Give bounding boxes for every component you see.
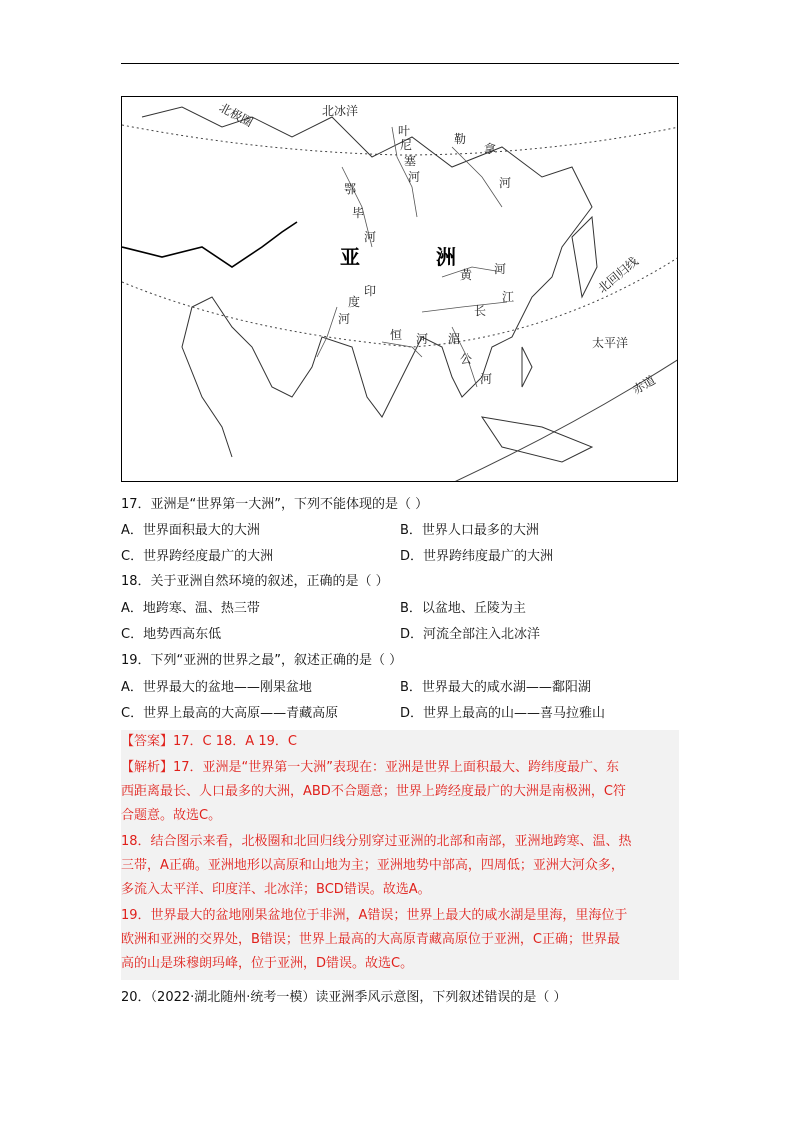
analysis-line-7: 19．世界最大的盆地刚果盆地位于非洲，A错误；世界上最大的咸水湖是里海，里海位于 bbox=[121, 908, 628, 923]
q18-option-c: C．地势西高东低 bbox=[121, 627, 222, 642]
analysis-line-9: 高的山是珠穆朗玛峰，位于亚洲，D错误。故选C。 bbox=[121, 956, 414, 971]
q18-option-a: A．地跨寒、温、热三带 bbox=[121, 601, 260, 616]
yenisei-label-3: 塞 bbox=[404, 154, 417, 168]
map-drawing bbox=[122, 97, 678, 482]
asia-map bbox=[121, 96, 678, 482]
q17-option-c: C．世界跨经度最广的大洲 bbox=[121, 549, 274, 564]
pacific-label: 太平洋 bbox=[592, 336, 629, 350]
europe-asia-boundary bbox=[122, 222, 297, 267]
indus-label-3: 河 bbox=[338, 312, 351, 326]
q18-option-d: D．河流全部注入北冰洋 bbox=[400, 627, 541, 642]
analysis-line-4: 18．结合图示来看，北极圈和北回归线分别穿过亚洲的北部和南部，亚洲地跨寒、温、热 bbox=[121, 834, 632, 849]
q18-option-b: B．以盆地、丘陵为主 bbox=[400, 601, 526, 616]
q19-option-a: A．世界最大的盆地——刚果盆地 bbox=[121, 680, 312, 695]
yenisei-label-4: 河 bbox=[408, 170, 421, 184]
arctic-circle-label: 北极圈 bbox=[216, 100, 256, 130]
lena-river bbox=[452, 147, 502, 207]
ob-label-2: 毕 bbox=[352, 206, 365, 220]
yellow-river-label-1: 黄 bbox=[460, 268, 473, 282]
q19-option-b: B．世界最大的咸水湖——鄱阳湖 bbox=[400, 680, 591, 695]
lena-label-2: 拿 bbox=[484, 142, 497, 156]
indus-label-1: 印 bbox=[364, 284, 377, 298]
yangtze-river bbox=[422, 302, 507, 312]
analysis-line-6: 多流入太平洋、印度洋、北冰洋；BCD错误。故选A。 bbox=[121, 882, 431, 897]
tropic-label: 北回归线 bbox=[595, 254, 641, 296]
indus-label-2: 度 bbox=[348, 295, 361, 309]
indus-river bbox=[317, 307, 337, 357]
coastline bbox=[142, 104, 592, 457]
ganges-label-2: 河 bbox=[416, 332, 429, 346]
indonesia-islands bbox=[482, 417, 592, 462]
q19-option-c: C．世界上最高的大高原——青藏高原 bbox=[121, 706, 339, 721]
analysis-line-8: 欧洲和亚洲的交界处，B错误；世界上最高的大高原青藏高原位于亚洲，C正确；世界最 bbox=[121, 932, 620, 947]
asia-label-2: 洲 bbox=[436, 245, 456, 269]
mekong-label-2: 公 bbox=[460, 352, 473, 366]
analysis-line-3: 合题意。故选C。 bbox=[121, 808, 222, 823]
header-rule bbox=[121, 63, 679, 64]
yellow-river-label-2: 河 bbox=[494, 262, 507, 276]
q17-option-b: B．世界人口最多的大洲 bbox=[400, 523, 539, 538]
q19-option-d: D．世界上最高的山——喜马拉雅山 bbox=[400, 706, 606, 721]
lena-label-3: 河 bbox=[499, 176, 512, 190]
equator-label: 赤道 bbox=[630, 372, 658, 398]
analysis-line-2: 西距离最长、人口最多的大洲，ABD不合题意；世界上跨经度最广的大洲是南极洲，C符 bbox=[121, 784, 626, 799]
philippines-islands bbox=[522, 347, 532, 387]
mekong-label-1: 湄 bbox=[448, 332, 461, 346]
analysis-line-1: 【解析】17．亚洲是“世界第一大洲”表现在：亚洲是世界上面积最大、跨纬度最广、东 bbox=[121, 760, 620, 775]
q17-option-d: D．世界跨纬度最广的大洲 bbox=[400, 549, 554, 564]
yenisei-label-2: 尼 bbox=[400, 138, 413, 152]
q17-option-a: A．世界面积最大的大洲 bbox=[121, 523, 260, 538]
ganges-label-1: 恒 bbox=[390, 328, 403, 342]
yangtze-label-1: 长 bbox=[474, 304, 487, 318]
question-20: 20．（2022·湖北随州·统考一模）读亚洲季风示意图，下列叙述错误的是（ ） bbox=[121, 990, 567, 1005]
question-17: 17．亚洲是“世界第一大洲”，下列不能体现的是（ ） bbox=[121, 497, 429, 512]
asia-label-1: 亚 bbox=[340, 245, 360, 269]
mekong-label-3: 河 bbox=[480, 372, 493, 386]
yenisei-label-1: 叶 bbox=[398, 124, 411, 138]
arctic-ocean-label: 北冰洋 bbox=[322, 104, 359, 118]
yangtze-label-2: 江 bbox=[502, 290, 515, 304]
question-19: 19．下列“亚洲的世界之最”，叙述正确的是（ ） bbox=[121, 653, 403, 668]
ob-label-1: 鄂 bbox=[344, 182, 357, 196]
answer-line: 【答案】17．C 18．A 19．C bbox=[121, 734, 297, 749]
ob-label-3: 河 bbox=[364, 230, 377, 244]
analysis-line-5: 三带，A正确。亚洲地形以高原和山地为主；亚洲地势中部高，四周低；亚洲大河众多， bbox=[121, 858, 624, 873]
question-18: 18．关于亚洲自然环境的叙述，正确的是（ ） bbox=[121, 574, 389, 589]
lena-label-1: 勒 bbox=[454, 132, 467, 146]
